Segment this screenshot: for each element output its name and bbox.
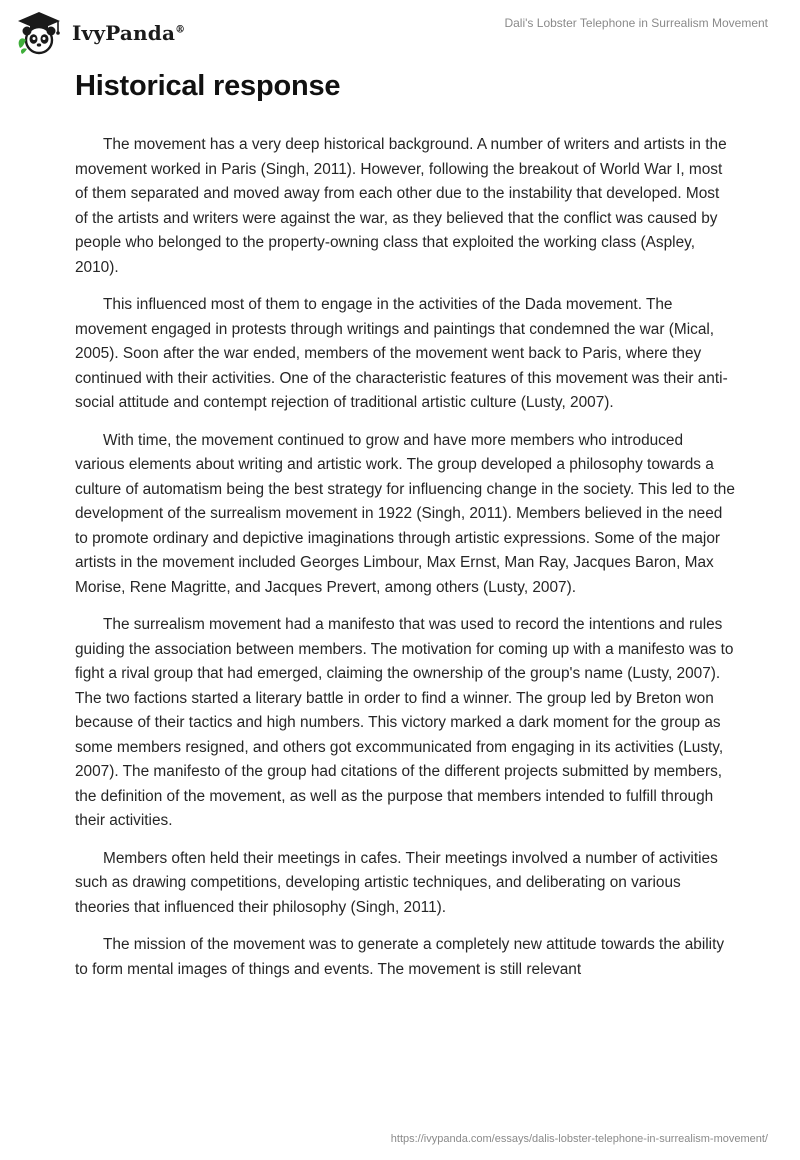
section-heading: Historical response (75, 70, 341, 102)
paragraph: The surrealism movement had a manifesto that was used to record the intentions and rules guiding the association between members. The motivation for coming up with a manifesto was to fight a rival group that had emerged, claiming the ownership of the group's name (Lusty, 2007). The two factions started a literary battle in order to find a winner. The group led by Breton won because of their tactics and high numbers. This victory marked a dark moment for the group as some members resigned, and others got excommunicated from engaging in its activities (Lusty, 2007). The manifesto of the group had citations of the different projects submitted by members, the definition of the movement, as well as the purpose that members intended to fulfill through their activities. (75, 616, 734, 829)
paragraph: The mission of the movement was to generate a completely new attitude towards the ability to form mental images of things and events. The movement is still relevant (75, 936, 725, 978)
paragraph: The movement has a very deep historical background. A number of writers and artists in the movement worked in Paris (Singh, 2011). However, following the breakout of World War I, most of them separated and moved away from each other due to the instability that developed. Most of the artists and writers were against the war, as they believed that the conflict was caused by people who belonged to the property-owning class that exploited the working class (Aspley, 2010). (75, 136, 727, 276)
paragraph: This influenced most of them to engage in the activities of the Dada movement. The movement engaged in protests through writings and paintings that condemned the war (Mical, 2005). Soon after the war ended, members of the movement went back to Paris, where they continued with their activities. One of the characteristic features of this movement was their anti-social attitude and contempt rejection of traditional artistic culture (Lusty, 2007). (75, 296, 728, 411)
panda-graduate-icon (14, 10, 64, 56)
document-title: Dali's Lobster Telephone in Surrealism Movement (504, 16, 768, 30)
paragraph: Members often held their meetings in cafes. Their meetings involved a number of activities such as drawing competitions, developing artistic techniques, and deliberating on various theories that influenced their philosophy (Singh, 2011). (75, 849, 718, 916)
brand-logo[interactable] (14, 10, 185, 56)
article-body (75, 133, 735, 995)
page-header (0, 0, 800, 70)
source-url[interactable]: https://ivypanda.com/essays/dalis-lobster-telephone-in-surrealism-movement/ (390, 1133, 768, 1145)
brand-name: IvyPanda® (72, 21, 186, 45)
paragraph: With time, the movement continued to grow and have more members who introduced various elements about writing and artistic work. The group developed a philosophy towards a culture of automatism being the best strategy for influencing change in the society. This led to the development of the surrealism movement in 1922 (Singh, 2011). Members believed in the need to promote ordinary and depictive imaginations through artistic expressions. Some of the major artists in the movement included Georges Limbour, Max Ernst, Man Ray, Jacques Baron, Max Morise, Rene Magritte, and Jacques Prevert, among others (Lusty, 2007). (75, 431, 735, 596)
